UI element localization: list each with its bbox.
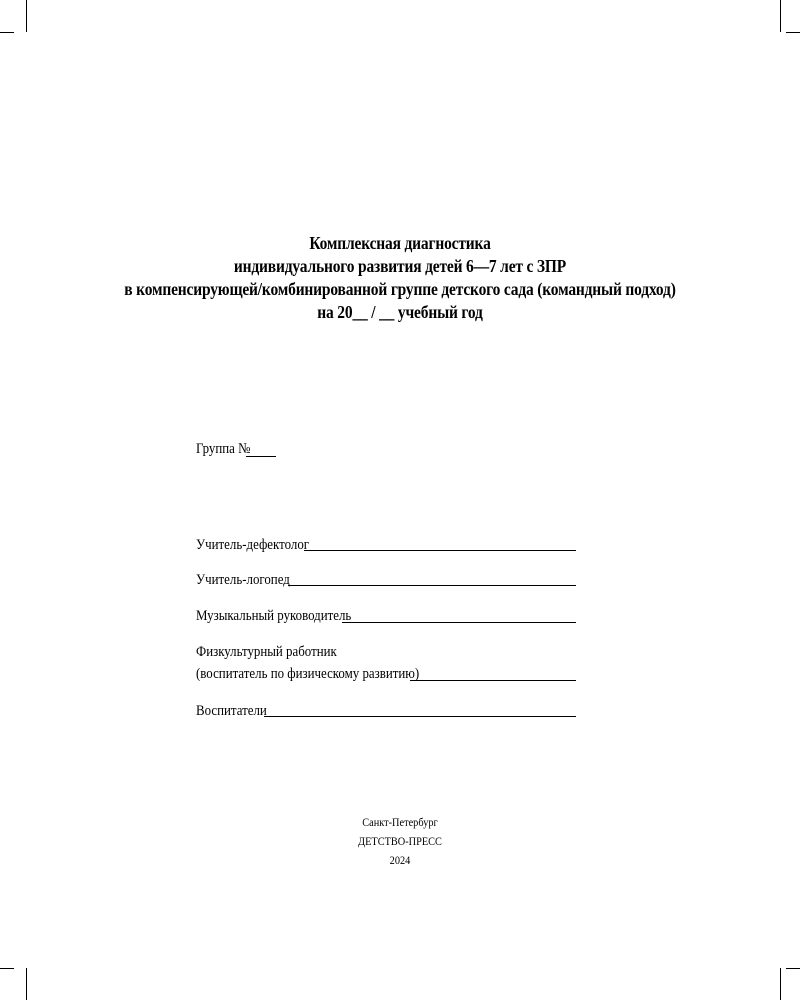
crop-mark-bottom-left-h	[0, 968, 14, 969]
speech-therapist-label: Учитель-логопед	[196, 572, 290, 588]
crop-mark-top-left	[26, 0, 27, 32]
pe-worker-sublabel: (воспитатель по физическому развитию)	[196, 666, 420, 682]
music-director-label: Музыкальный руководитель	[196, 608, 352, 624]
pe-worker-blank[interactable]	[410, 680, 576, 681]
pe-worker-label: Физкультурный работник	[196, 644, 337, 660]
crop-mark-bottom-left	[26, 968, 27, 1000]
document-title	[56, 232, 744, 324]
title-line-3: в компенсирующей/комбинированной группе детского сада (командный подход)	[124, 279, 676, 299]
defectologist-blank[interactable]	[304, 550, 576, 551]
title-line-2: индивидуального развития детей 6—7 лет с ЗПР	[233, 256, 567, 276]
crop-mark-top-right-h	[786, 32, 800, 33]
crop-mark-bottom-right	[780, 968, 781, 1000]
educators-label: Воспитатели	[196, 703, 267, 719]
crop-mark-bottom-right-h	[786, 968, 800, 969]
imprint-publisher: ДЕТСТВО-ПРЕСС	[358, 834, 442, 848]
speech-therapist-blank[interactable]	[288, 585, 576, 586]
defectologist-label: Учитель-дефектолог	[196, 537, 310, 553]
title-line-4: на 20__ / __ учебный год	[317, 302, 483, 322]
title-line-1: Комплексная диагностика	[309, 233, 491, 253]
group-number-blank[interactable]	[246, 456, 276, 457]
imprint	[56, 813, 744, 870]
group-number-label: Группа №	[196, 441, 251, 457]
imprint-city: Санкт-Петербург	[362, 815, 438, 829]
crop-mark-top-right	[780, 0, 781, 32]
imprint-year: 2024	[389, 853, 411, 867]
crop-mark-top-left-h	[0, 32, 14, 33]
music-director-blank[interactable]	[342, 622, 576, 623]
educators-blank[interactable]	[264, 716, 576, 717]
